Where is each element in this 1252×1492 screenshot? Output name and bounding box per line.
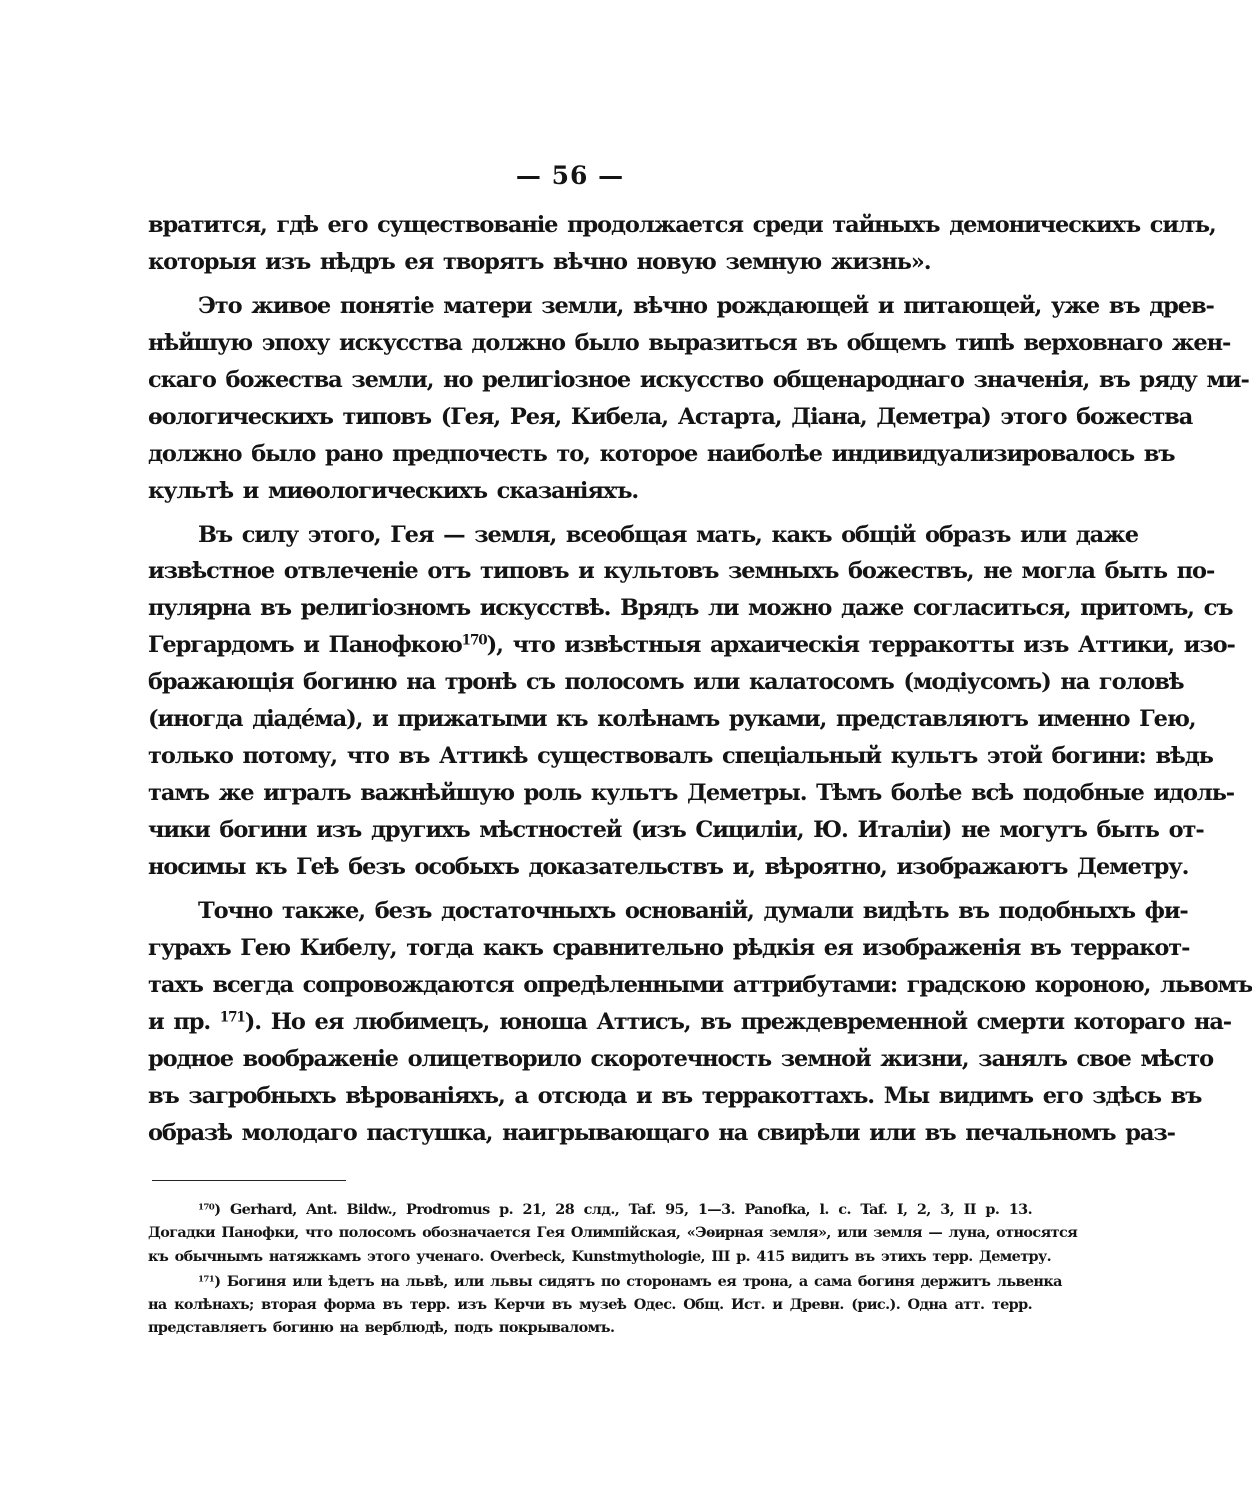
text-line: гурахъ Гею Кибелу, тогда какъ сравнительно рѣдкія ея изображенія въ терракот- [148, 934, 1190, 961]
footnote-text: ) Gerhard, Ant. Bildw., Prodromus p. 21, 28 слд., Taf. 95, 1—3. Panofka, l. c. Taf. I, 2, 3, II p. 13. [214, 1201, 1032, 1218]
text-line: Точно также, безъ достаточныхъ основаній, думали видѣть въ подобныхъ фи- [198, 897, 1188, 924]
footnotes [148, 1198, 1078, 1340]
footnote-line [148, 1198, 1032, 1221]
text-line: (иногда діадéма), и прижатыми къ колѣнамъ руками, представляютъ именно Гею, [148, 706, 1196, 733]
footnote-ref: 171 [219, 1009, 245, 1026]
text-line: пулярна въ религіозномъ искусствѣ. Врядъ ли можно даже согласиться, притомъ, съ [148, 595, 1233, 622]
text-line: скаго божества земли, но религіозное искусство общенароднаго значенія, въ ряду ми- [148, 366, 1249, 393]
text-line: въ загробныхъ вѣрованіяхъ, а отсюда и въ терракоттахъ. Мы видимъ его здѣсь въ [148, 1082, 1202, 1109]
text-line: образѣ молодаго пастушка, наигрывающаго на свирѣли или въ печальномъ раз- [148, 1119, 1175, 1146]
line-end: ). Но ея любимецъ, юноша Аттисъ, въ преждевременной смерти котораго на- [244, 1008, 1232, 1035]
text-line: чики богини изъ другихъ мѣстностей (изъ Сициліи, Ю. Италіи) не могутъ быть от- [148, 817, 1204, 843]
line-start: и пр. [148, 1008, 211, 1035]
text-line: Это живое понятіе матери земли, вѣчно рождающей и питающей, уже въ древ- [198, 292, 1214, 319]
body-text [148, 207, 1252, 1151]
footnote-line: на колѣнахъ; вторая форма въ терр. изъ Керчи въ музеѣ Одес. Общ. Ист. и Древн. (рис.). Одна атт. терр. [148, 1296, 1032, 1314]
text-line: бражающія богиню на тронѣ съ полосомъ или калатосомъ (модіусомъ) на головѣ [148, 669, 1184, 696]
footnote-rule [152, 1180, 346, 1181]
footnote-line [148, 1270, 1062, 1293]
line-start: Гергардомъ и Панофкою [148, 632, 462, 659]
footnote-ref: 170 [461, 632, 487, 649]
footnote-line: къ обычнымъ натяжкамъ этого ученаго. Overbeck, Kunstmythologie, III p. 415 видитъ въ этихъ терр. Деметру. [148, 1247, 1052, 1265]
text-line: культѣ и миѳологическихъ сказаніяхъ. [148, 477, 639, 504]
text-line: только потому, что въ Аттикѣ существовалъ спеціальный культъ этой богини: вѣдь [148, 743, 1213, 770]
text-line: носимы къ Геѣ безъ особыхъ доказательствъ и, вѣроятно, изображаютъ Деметру. [148, 853, 1189, 880]
page-number: — 56 — [515, 161, 625, 190]
text-line: родное воображеніе олицетворило скоротечность земной жизни, занялъ свое мѣсто [148, 1045, 1213, 1072]
text-line: извѣстное отвлеченіе отъ типовъ и культовъ земныхъ божествъ, не могла быть по- [148, 558, 1215, 585]
text-line: нѣйшую эпоху искусства должно было выразиться въ общемъ типѣ верховнаго жен- [148, 329, 1231, 356]
footnote-line: представляетъ богиню на верблюдѣ, подъ покрываломъ. [148, 1319, 615, 1337]
text-line: должно было рано предпочесть то, которое наиболѣе индивидуализировалось въ [148, 440, 1175, 467]
text-line: вратится, гдѣ его существованіе продолжается среди тайныхъ демоническихъ силъ, [148, 212, 1216, 238]
text-line [148, 1004, 1232, 1041]
text-line: тахъ всегда сопровождаются опредѣленными аттрибутами: градскою короною, львомъ [148, 971, 1252, 998]
text-line: тамъ же игралъ важнѣйшую роль культъ Деметры. Тѣмъ болѣе всѣ подобные идоль- [148, 780, 1235, 807]
text-line [148, 627, 1235, 664]
text-line: ѳологическихъ типовъ (Гея, Рея, Кибела, Астарта, Діана, Деметра) этого божества [148, 403, 1193, 430]
text-line: Въ силу этого, Гея — земля, всеобщая мать, какъ общій образъ или даже [198, 521, 1138, 548]
line-end: ), что извѣстныя архаическія терракотты изъ Аттики, изо- [486, 632, 1235, 659]
text-line: которыя изъ нѣдръ ея творятъ вѣчно новую земную жизнь». [148, 248, 931, 275]
footnote-text: ) Богиня или ѣдетъ на львѣ, или львы сидятъ по сторонамъ ея трона, а сама богиня держитъ львенка [214, 1272, 1062, 1290]
footnote-number: 171 [198, 1274, 215, 1285]
footnote-line: Догадки Панофки, что полосомъ обозначается Гея Олимпійская, «Эѳирная земля», или земля — луна, относятся [148, 1224, 1078, 1242]
footnote-number: 170 [198, 1202, 215, 1213]
